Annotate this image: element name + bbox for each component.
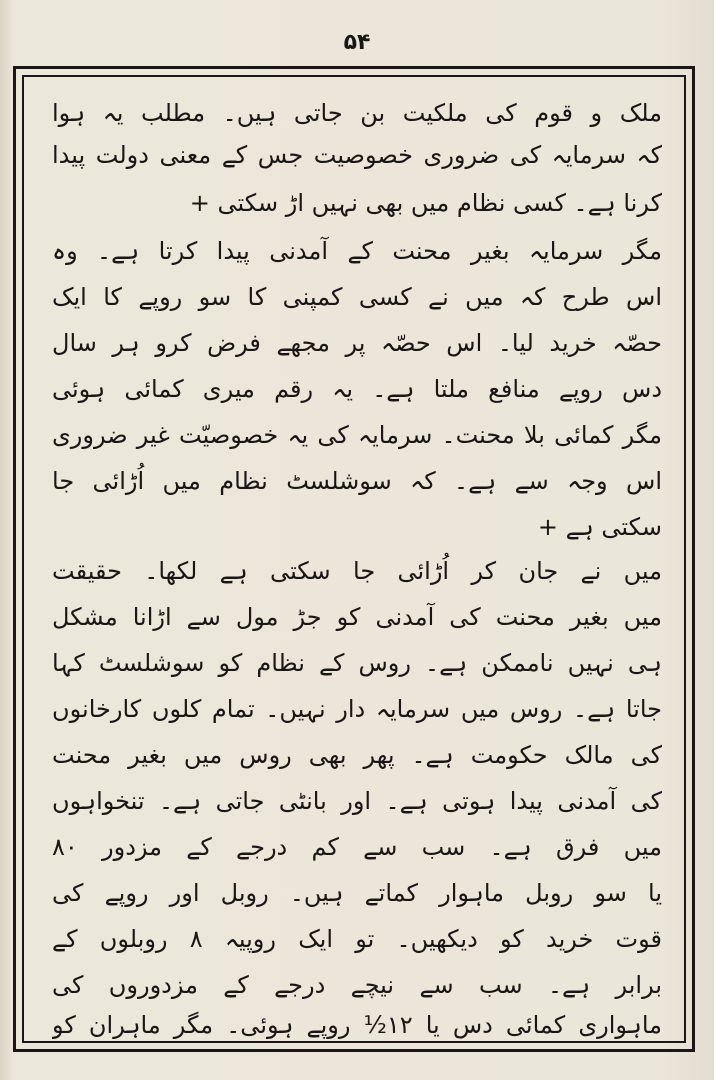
text-line-14: جاتا ہے۔ روس میں سرمایہ دار نہیں۔ تمام کلوں کارخانوں (52, 695, 662, 723)
text-line-21: ماہواری کمائی دس یا ۱۲½ روپے ہوئی۔ مگر ماہران کو (52, 1011, 662, 1039)
text-line-9: اس وجہ سے ہے۔ کہ سوشلسٹ نظام میں اُڑائی جا (52, 467, 662, 495)
urdu-text-body (38, 94, 678, 1044)
text-line-19: قوت خرید کو دیکھیں۔ تو ایک روپیہ ۸ روبلوں کے (52, 925, 662, 953)
text-line-5: اس طرح کہ میں نے کسی کمپنی کا سو روپے کا ایک (52, 283, 662, 311)
text-line-6: حصّہ خرید لیا۔ اس حصّہ پر مجھے فرض کرو ہر سال (52, 329, 662, 357)
page-number: ۵۴ (343, 30, 371, 55)
text-line-10: سکتی ہے + (537, 513, 662, 541)
text-line-13: ہی نہیں ناممکن ہے۔ روس کے نظام کو سوشلسٹ کہا (52, 649, 662, 677)
text-line-2: کہ سرمایہ کی ضروری خصوصیت جس کے معنی دولت پیدا (52, 141, 662, 169)
text-line-8: مگر کمائی بلا محنت۔ سرمایہ کی یہ خصوصیّت غیر ضروری (52, 421, 662, 449)
text-line-16: کی آمدنی پیدا ہوتی ہے۔ اور بانٹی جاتی ہے۔ تنخواہوں (52, 787, 662, 815)
text-line-11: میں نے جان کر اُڑائی جا سکتی ہے لکھا۔ حقیقت (52, 557, 662, 585)
text-line-15: کی مالک حکومت ہے۔ پھر بھی روس میں بغیر محنت (52, 741, 662, 769)
text-line-7: دس روپے منافع ملتا ہے۔ یہ رقم میری کمائی ہوئی (52, 375, 662, 403)
text-line-3: کرنا ہے۔ کسی نظام میں بھی نہیں اڑ سکتی + (189, 189, 662, 217)
text-line-17: میں فرق ہے۔ سب سے کم درجے کے مزدور ۸۰ (52, 833, 662, 861)
text-line-1: ملک و قوم کی ملکیت بن جاتی ہیں۔ مطلب یہ ہوا (52, 99, 662, 127)
text-line-18: یا سو روبل ماہوار کماتے ہیں۔ روبل اور روپے کی (52, 879, 662, 907)
text-line-20: برابر ہے۔ سب سے نیچے درجے کے مزدوروں کی (52, 971, 662, 999)
text-line-12: میں بغیر محنت کی آمدنی کو جڑ مول سے اڑانا مشکل (52, 603, 662, 631)
text-line-4: مگر سرمایہ بغیر محنت کے آمدنی پیدا کرتا ہے۔ وہ (52, 237, 662, 265)
